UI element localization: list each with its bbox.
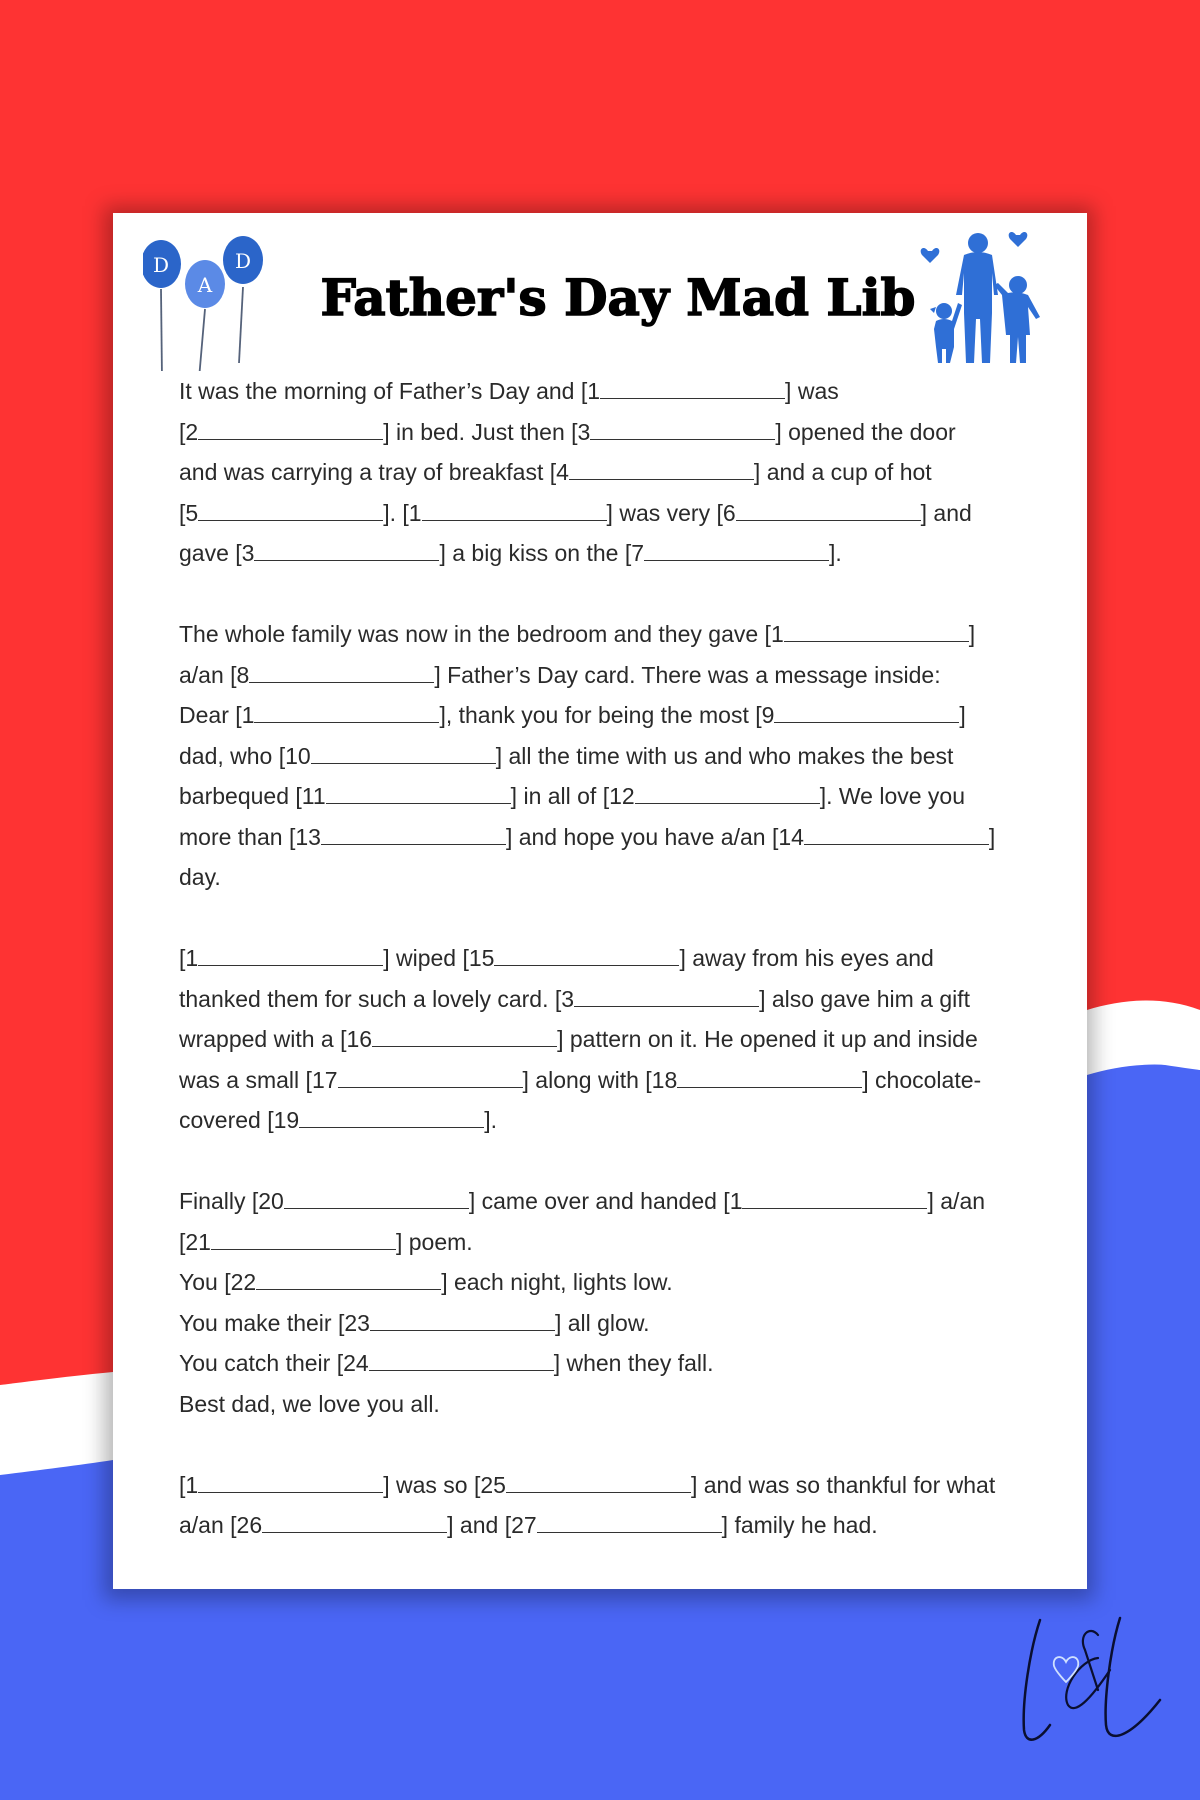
story-text: covered	[179, 1107, 268, 1133]
fill-in-blank-9[interactable]	[755, 702, 966, 728]
fill-in-blank-13[interactable]	[289, 824, 512, 850]
blank-underline[interactable]	[774, 705, 959, 723]
blank-open-bracket: [	[549, 459, 557, 485]
blank-underline[interactable]	[249, 665, 434, 683]
story-text: was a small	[179, 1066, 306, 1093]
story-text: barbequed	[179, 783, 296, 809]
heart-icon-left	[921, 248, 940, 263]
blank-open-bracket: [	[755, 702, 762, 728]
story-line	[179, 655, 1059, 696]
blank-number: 4	[556, 459, 569, 485]
blank-open-bracket: [	[278, 742, 286, 769]
blank-open-bracket: [	[305, 1066, 312, 1093]
story-paragraph	[179, 371, 1059, 574]
blank-open-bracket: [	[580, 378, 588, 404]
story-paragraph	[179, 1465, 1059, 1546]
page-title: Father's Day Mad Lib	[320, 268, 916, 327]
story-text: gave	[179, 540, 236, 566]
blank-close-bracket: ]	[690, 1471, 698, 1498]
blank-close-bracket: ]	[775, 418, 782, 445]
blank-open-bracket: [	[337, 1309, 345, 1336]
blank-underline[interactable]	[736, 503, 921, 521]
blank-close-bracket: ]	[785, 378, 792, 404]
blank-underline[interactable]	[311, 746, 496, 764]
blank-open-bracket: [	[224, 1269, 231, 1295]
blank-underline[interactable]	[369, 1353, 554, 1371]
blank-underline[interactable]	[198, 422, 383, 440]
blank-open-bracket: [	[473, 1471, 481, 1498]
blank-open-bracket: [	[179, 945, 186, 971]
story-text: along with	[528, 1066, 646, 1093]
story-line	[179, 371, 1059, 412]
balloon-letter-d1: D	[152, 253, 170, 277]
blank-number: 3	[241, 540, 255, 566]
story-paragraph	[179, 614, 1059, 898]
story-text: and a cup of hot	[760, 459, 932, 485]
blank-underline[interactable]	[326, 786, 511, 804]
fill-in-blank-4[interactable]	[550, 459, 761, 485]
fill-in-blank-25[interactable]	[474, 1472, 697, 1498]
story-line	[179, 1222, 1059, 1263]
blank-open-bracket: [	[179, 1228, 186, 1255]
story-text: and hope you have a/an	[512, 823, 772, 850]
blank-underline[interactable]	[422, 503, 607, 521]
blank-underline[interactable]	[494, 948, 679, 966]
story-line	[179, 1465, 1059, 1506]
blank-number: 12	[609, 783, 635, 809]
fill-in-blank-21[interactable]	[179, 1229, 402, 1255]
blank-open-bracket: [	[402, 499, 409, 526]
story-text: each night, lights low.	[447, 1269, 673, 1295]
blank-open-bracket: [	[764, 621, 771, 647]
mad-lib-sheet	[113, 213, 1087, 1589]
blank-open-bracket: [	[179, 499, 186, 526]
family-silhouette-icon	[918, 223, 1058, 373]
blank-open-bracket: [	[336, 1350, 344, 1376]
blank-number: 13	[295, 823, 321, 850]
blank-number: 1	[185, 945, 199, 971]
story-line	[179, 695, 1059, 736]
blank-open-bracket: [	[230, 1512, 237, 1538]
story-line	[179, 1384, 1059, 1425]
blank-number: 24	[343, 1350, 369, 1376]
blank-close-bracket: ]	[829, 540, 836, 566]
story-text: in bed. Just then	[389, 418, 572, 445]
blank-underline[interactable]	[211, 1232, 396, 1250]
blank-open-bracket: [	[230, 661, 237, 688]
l-and-l-logo-icon	[1000, 1610, 1190, 1760]
blank-underline[interactable]	[198, 1475, 383, 1493]
blank-underline[interactable]	[338, 1070, 523, 1088]
fill-in-blank-22[interactable]	[224, 1269, 447, 1295]
story-text: pattern on it. He opened it up and inside	[563, 1026, 978, 1052]
blank-open-bracket: [	[645, 1066, 652, 1093]
fill-in-blank-8[interactable]	[230, 662, 441, 688]
blank-underline[interactable]	[635, 786, 820, 804]
story-text: away from his eyes and	[685, 945, 934, 971]
blank-close-bracket: ]	[383, 1471, 390, 1498]
story-text: You	[179, 1269, 225, 1295]
blank-number: 1	[587, 378, 601, 404]
fill-in-blank-24[interactable]	[337, 1350, 560, 1376]
story-text: It was the morning of Father’s Day and	[179, 378, 581, 404]
blank-open-bracket: [	[288, 823, 296, 850]
fill-in-blank-27[interactable]	[505, 1512, 728, 1538]
fill-in-blank-15[interactable]	[462, 945, 685, 971]
blank-close-bracket: ]	[484, 1107, 491, 1133]
dad-balloons-icon	[143, 231, 273, 371]
blank-close-bracket: ]	[395, 1228, 403, 1255]
blank-close-bracket: ]	[447, 1512, 454, 1538]
blank-number: 25	[480, 1471, 506, 1498]
blank-close-bracket: ]	[862, 1066, 869, 1093]
fill-in-blank-1[interactable]	[179, 1472, 390, 1498]
story-text: .	[490, 1107, 497, 1133]
blank-number: 1	[241, 702, 255, 728]
blank-underline[interactable]	[254, 705, 439, 723]
blank-number: 16	[346, 1026, 373, 1052]
blank-open-bracket: [	[267, 1107, 274, 1133]
story-text: dad, who	[179, 742, 279, 769]
blank-close-bracket: ]	[383, 418, 390, 445]
blank-number: 14	[778, 823, 804, 850]
story-text: Dear	[179, 702, 236, 728]
blank-close-bracket: ]	[819, 783, 827, 809]
blank-number: 3	[577, 418, 591, 445]
story-text: You make their	[179, 1309, 338, 1336]
story-text: day.	[179, 864, 221, 890]
blank-underline[interactable]	[254, 543, 439, 561]
story-text: a big kiss on the	[445, 540, 625, 566]
blank-number: 5	[185, 499, 199, 526]
story-text: was so	[389, 1471, 474, 1498]
story-line	[179, 1060, 1059, 1101]
story-line	[179, 857, 1059, 898]
fill-in-blank-19[interactable]	[267, 1107, 490, 1133]
story-text: wrapped with a	[179, 1026, 341, 1052]
story-line	[179, 1100, 1059, 1141]
story-text: and was carrying a tray of breakfast	[179, 459, 550, 485]
blank-number: 18	[651, 1066, 678, 1093]
blank-close-bracket: ]	[468, 1188, 476, 1214]
story-text: when they fall.	[560, 1350, 714, 1376]
story-line	[179, 979, 1059, 1020]
story-text: a/an	[933, 1188, 986, 1214]
fill-in-blank-23[interactable]	[338, 1310, 561, 1336]
blank-close-bracket: ]	[959, 702, 966, 728]
story-line	[179, 1019, 1059, 1060]
story-text: came over and handed	[475, 1188, 724, 1214]
blank-close-bracket: ]	[434, 661, 441, 688]
fill-in-blank-12[interactable]	[603, 783, 826, 809]
blank-open-bracket: [	[251, 1188, 259, 1214]
blank-close-bracket: ]	[383, 499, 390, 526]
blank-open-bracket: [	[771, 823, 779, 850]
blank-number: 3	[561, 985, 575, 1012]
blank-open-bracket: [	[340, 1026, 347, 1052]
story-line	[179, 938, 1059, 979]
blank-underline[interactable]	[677, 1070, 862, 1088]
story-text: and	[927, 499, 972, 526]
blank-number: 15	[468, 945, 495, 971]
story-line	[179, 614, 1059, 655]
blank-close-bracket: ]	[679, 945, 686, 971]
blank-underline[interactable]	[372, 1029, 557, 1047]
story-text: in all of	[517, 783, 603, 809]
fill-in-blank-10[interactable]	[279, 743, 502, 769]
fill-in-blank-1[interactable]	[765, 621, 976, 647]
balloon-letter-a: A	[197, 273, 213, 297]
blank-open-bracket: [	[179, 1471, 186, 1498]
fill-in-blank-1[interactable]	[235, 702, 446, 728]
blank-number: 21	[185, 1228, 211, 1255]
blank-open-bracket: [	[723, 1188, 730, 1214]
blank-number: 1	[729, 1188, 743, 1214]
story-line	[179, 1303, 1059, 1344]
fill-in-blank-14[interactable]	[772, 824, 995, 850]
story-line	[179, 1181, 1059, 1222]
fill-in-blank-18[interactable]	[645, 1067, 868, 1093]
blank-close-bracket: ]	[505, 823, 513, 850]
blank-close-bracket: ]	[606, 499, 613, 526]
blank-close-bracket: ]	[495, 742, 503, 769]
blank-open-bracket: [	[716, 499, 723, 526]
story-line	[179, 817, 1059, 858]
story-text: .	[389, 499, 403, 526]
story-text: a/an	[179, 661, 231, 688]
story-text: .	[835, 540, 842, 566]
blank-underline[interactable]	[198, 503, 383, 521]
blank-underline[interactable]	[370, 1313, 555, 1331]
story-text: You catch their	[179, 1350, 337, 1376]
blank-close-bracket: ]	[439, 702, 446, 728]
story-paragraph	[179, 1181, 1059, 1424]
fill-in-blank-1[interactable]	[179, 945, 390, 971]
blank-close-bracket: ]	[759, 985, 766, 1012]
blank-close-bracket: ]	[920, 499, 928, 526]
blank-close-bracket: ]	[557, 1026, 564, 1052]
story-line	[179, 1343, 1059, 1384]
blank-close-bracket: ]	[927, 1188, 934, 1214]
blank-close-bracket: ]	[522, 1066, 529, 1093]
blank-underline[interactable]	[506, 1475, 691, 1493]
story-line	[179, 412, 1059, 453]
fill-in-blank-1[interactable]	[402, 500, 613, 526]
story-text: was very	[612, 499, 717, 526]
blank-open-bracket: [	[235, 540, 242, 566]
story-body	[179, 371, 1059, 1546]
blank-underline[interactable]	[256, 1272, 441, 1290]
blank-close-bracket: ]	[383, 945, 390, 971]
fill-in-blank-7[interactable]	[625, 540, 836, 566]
blank-underline[interactable]	[569, 462, 754, 480]
story-text: all glow.	[561, 1309, 650, 1336]
story-text: poem.	[402, 1228, 473, 1255]
blank-underline[interactable]	[198, 948, 383, 966]
story-text: also gave him a gift	[765, 985, 971, 1012]
story-text: opened the door	[781, 418, 956, 445]
blank-underline[interactable]	[804, 827, 989, 845]
blank-close-bracket: ]	[554, 1309, 562, 1336]
story-paragraph	[179, 938, 1059, 1141]
blank-underline[interactable]	[574, 989, 759, 1007]
story-line	[179, 1262, 1059, 1303]
story-text: Father’s Day card. There was a message inside:	[440, 661, 941, 688]
blank-number: 26	[236, 1512, 263, 1538]
blank-open-bracket: [	[554, 985, 562, 1012]
story-line	[179, 493, 1059, 534]
story-line	[179, 776, 1059, 817]
heart-icon-right	[1009, 232, 1028, 247]
blank-underline[interactable]	[284, 1191, 469, 1209]
story-text: was	[791, 378, 839, 404]
blank-number: 9	[761, 702, 775, 728]
fill-in-blank-3[interactable]	[571, 419, 782, 445]
blank-close-bracket: ]	[968, 621, 976, 647]
story-text: chocolate-	[868, 1066, 982, 1093]
blank-number: 20	[258, 1188, 284, 1214]
story-text: a/an	[179, 1512, 231, 1538]
blank-number: 1	[770, 621, 784, 647]
story-text: Best dad, we love you all.	[179, 1390, 440, 1417]
blank-underline[interactable]	[600, 381, 785, 399]
fill-in-blank-3[interactable]	[555, 986, 766, 1012]
story-text: all the time with us and who makes the best	[502, 742, 954, 769]
blank-number: 1	[408, 499, 422, 526]
fill-in-blank-6[interactable]	[716, 500, 927, 526]
blank-number: 23	[344, 1309, 370, 1336]
blank-open-bracket: [	[235, 702, 242, 728]
fill-in-blank-3[interactable]	[235, 540, 446, 566]
blank-open-bracket: [	[624, 540, 632, 566]
story-text: more than	[179, 823, 289, 850]
story-text: wiped	[389, 945, 463, 971]
story-text: , thank you for being the most	[445, 702, 756, 728]
blank-number: 1	[185, 1471, 199, 1498]
story-text: family he had.	[728, 1512, 878, 1538]
blank-underline[interactable]	[537, 1515, 722, 1533]
blank-close-bracket: ]	[753, 459, 761, 485]
fill-in-blank-20[interactable]	[252, 1188, 475, 1214]
fill-in-blank-1[interactable]	[723, 1188, 934, 1214]
blank-close-bracket: ]	[721, 1512, 729, 1538]
story-line	[179, 1505, 1059, 1546]
blank-underline[interactable]	[299, 1110, 484, 1128]
blank-number: 22	[230, 1269, 257, 1295]
story-line	[179, 533, 1059, 574]
blank-number: 8	[236, 661, 250, 688]
blank-underline[interactable]	[590, 422, 775, 440]
fill-in-blank-5[interactable]	[179, 500, 390, 526]
fill-in-blank-26[interactable]	[230, 1512, 453, 1538]
heart-icon	[1054, 1657, 1079, 1682]
blank-number: 17	[311, 1066, 338, 1093]
blank-open-bracket: [	[179, 418, 186, 445]
blank-open-bracket: [	[504, 1512, 512, 1538]
blank-close-bracket: ]	[441, 1269, 448, 1295]
story-text: The whole family was now in the bedroom and they gave	[179, 621, 765, 647]
blank-number: 2	[185, 418, 199, 445]
blank-number: 10	[285, 742, 311, 769]
story-text: and	[453, 1512, 505, 1538]
blank-open-bracket: [	[602, 783, 610, 809]
fill-in-blank-1[interactable]	[581, 378, 792, 404]
fill-in-blank-17[interactable]	[306, 1067, 529, 1093]
blank-open-bracket: [	[571, 418, 578, 445]
blank-close-bracket: ]	[553, 1350, 561, 1376]
blank-underline[interactable]	[742, 1191, 927, 1209]
blank-underline[interactable]	[784, 624, 969, 642]
story-line	[179, 452, 1059, 493]
blank-number: 6	[722, 499, 736, 526]
story-text: thanked them for such a lovely card.	[179, 985, 555, 1012]
blank-open-bracket: [	[462, 945, 469, 971]
blank-underline[interactable]	[321, 827, 506, 845]
story-text: . We love you	[826, 783, 966, 809]
story-line	[179, 736, 1059, 777]
blank-number: 27	[511, 1512, 537, 1538]
fill-in-blank-16[interactable]	[340, 1026, 563, 1052]
balloon-letter-d2: D	[234, 249, 252, 273]
blank-underline[interactable]	[262, 1515, 447, 1533]
blank-close-bracket: ]	[988, 823, 996, 850]
blank-number: 19	[273, 1107, 300, 1133]
story-text: and was so thankful for what	[697, 1471, 996, 1498]
blank-number: 11	[301, 783, 326, 809]
blank-open-bracket: [	[295, 783, 302, 809]
blank-close-bracket: ]	[510, 783, 518, 809]
story-text: Finally	[179, 1188, 252, 1214]
fill-in-blank-11[interactable]	[295, 783, 517, 809]
blank-close-bracket: ]	[439, 540, 446, 566]
blank-underline[interactable]	[644, 543, 829, 561]
fill-in-blank-2[interactable]	[179, 419, 390, 445]
blank-number: 7	[631, 540, 645, 566]
